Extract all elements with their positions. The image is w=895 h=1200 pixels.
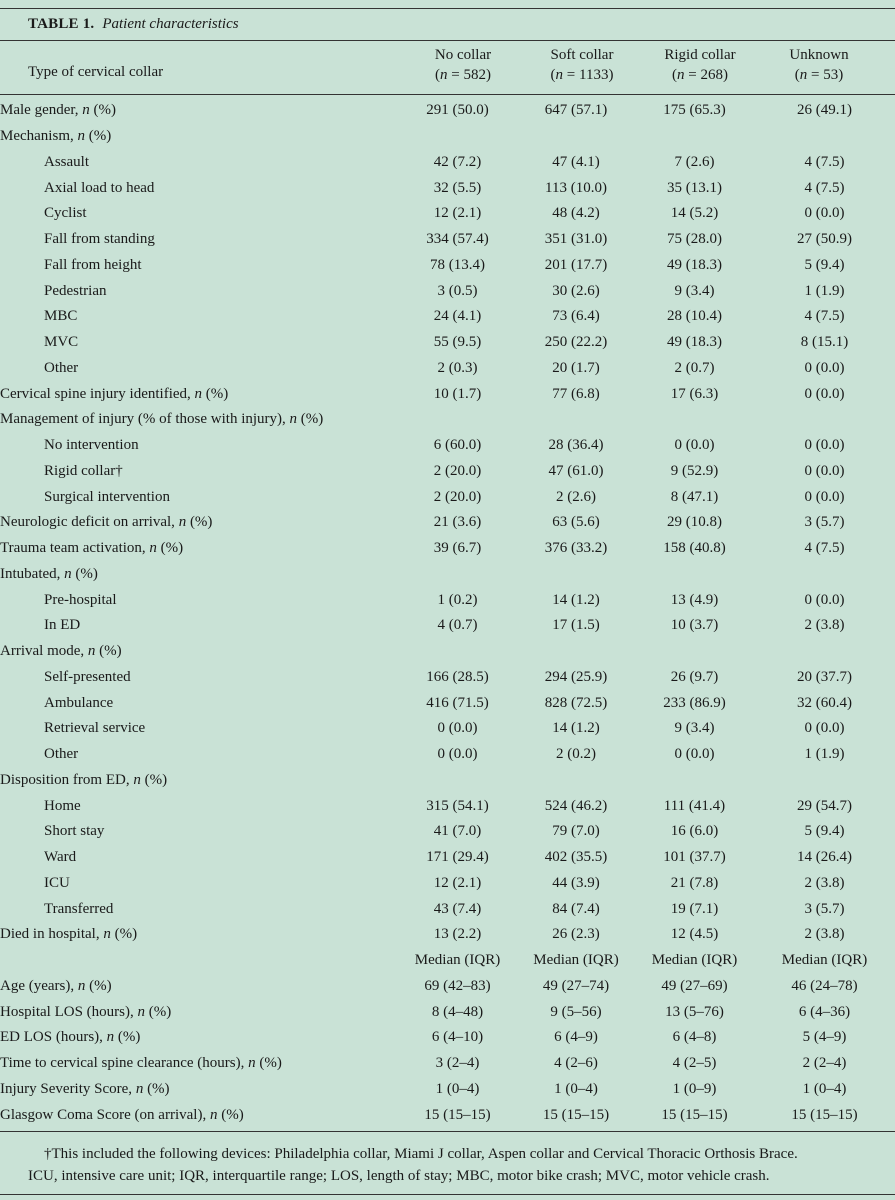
table-row [0, 948, 895, 974]
table-row [0, 871, 895, 897]
table-caption: Patient characteristics [102, 16, 239, 32]
cell-value: 6 (60.0) [433, 437, 482, 454]
cell-value: 21 (3.6) [433, 514, 482, 531]
cell-value: 0 (0.0) [437, 746, 478, 763]
table-row [0, 381, 895, 407]
row-label: MVC [44, 334, 79, 351]
cell-value: 9 (5–56) [550, 1003, 602, 1020]
table-row [0, 768, 895, 794]
cell-value: 2 (3.8) [804, 617, 845, 634]
cell-value: 15 (15–15) [424, 1106, 491, 1123]
cell-value: 17 (1.5) [552, 617, 600, 634]
cell-value [754, 407, 895, 433]
cell-value: 49 (18.3) [667, 256, 722, 273]
footer-rule [0, 1131, 895, 1132]
row-label: Other [44, 746, 79, 763]
row-label: Disposition from ED, n (%) [0, 771, 168, 788]
cell-value: Median (IQR) [414, 952, 501, 969]
table-row [0, 793, 895, 819]
cell-value [517, 124, 635, 150]
cell-value: 111 (41.4) [663, 797, 726, 814]
top-rule [0, 8, 895, 9]
table-row [0, 665, 895, 691]
cell-value: 0 (0.0) [804, 205, 845, 222]
cell-value: 113 (10.0) [545, 179, 607, 196]
row-label: Trauma team activation, n (%) [0, 540, 184, 557]
cell-value: 14 (26.4) [797, 849, 852, 866]
cell-value [517, 639, 635, 665]
cell-value: 79 (7.0) [552, 823, 600, 840]
cell-value: 7 (2.6) [674, 153, 715, 170]
cell-value: 20 (37.7) [797, 668, 852, 685]
cell-value: 14 (1.2) [552, 591, 600, 608]
row-label: Male gender, n (%) [0, 102, 117, 119]
cell-value: 9 (3.4) [674, 720, 715, 737]
row-label: Fall from standing [44, 231, 155, 248]
table-row [0, 356, 895, 382]
row-label: Hospital LOS (hours), n (%) [0, 1003, 172, 1020]
cell-value: 49 (27–74) [542, 977, 610, 994]
row-label: Retrieval service [44, 720, 146, 737]
data-table [0, 98, 895, 1128]
cell-value: 4 (2–6) [554, 1055, 598, 1072]
cell-value: 0 (0.0) [804, 591, 845, 608]
table-title [28, 16, 239, 33]
cell-value: 2 (0.2) [556, 746, 596, 763]
cell-value: 26 (2.3) [552, 926, 600, 943]
cell-value: 3 (5.7) [804, 514, 845, 531]
cell-value: 49 (18.3) [667, 334, 722, 351]
row-label: ICU [44, 874, 70, 891]
cell-value: 2 (20.0) [433, 488, 482, 505]
cell-value: 0 (0.0) [804, 488, 845, 505]
row-label: No intervention [44, 437, 139, 454]
cell-value: 39 (6.7) [433, 540, 482, 557]
cell-value: 32 (5.5) [433, 179, 482, 196]
cell-value: 16 (6.0) [670, 823, 719, 840]
cell-value: 5 (9.4) [804, 823, 845, 840]
cell-value: 30 (2.6) [552, 282, 600, 299]
cell-value: 3 (0.5) [437, 282, 478, 299]
cell-value: 233 (86.9) [663, 694, 726, 711]
row-label: Age (years), n (%) [0, 977, 112, 994]
cell-value: 12 (2.1) [433, 874, 482, 891]
row-label: Intubated, n (%) [0, 565, 98, 582]
cell-value: 13 (5–76) [665, 1003, 724, 1020]
cell-value: 4 (0.7) [437, 617, 478, 634]
row-label: In ED [44, 617, 81, 634]
table-row [0, 175, 895, 201]
row-label: Axial load to head [44, 179, 155, 196]
cell-value: 29 (54.7) [797, 797, 852, 814]
cell-value: 2 (2–4) [802, 1055, 847, 1072]
cell-value: 77 (6.8) [552, 385, 600, 402]
cell-value: 828 (72.5) [544, 694, 608, 711]
table-row [0, 150, 895, 176]
cell-value: 2 (3.8) [804, 926, 845, 943]
cell-value [754, 639, 895, 665]
cell-value: 647 (57.1) [544, 102, 608, 119]
table-body [0, 98, 895, 1128]
table-row [0, 716, 895, 742]
cell-value: 20 (1.7) [552, 359, 600, 376]
cell-value: 9 (52.9) [670, 462, 719, 479]
cell-value: 32 (60.4) [797, 694, 852, 711]
cell-value: 78 (13.4) [430, 256, 485, 273]
cell-value: 3 (2–4) [435, 1055, 480, 1072]
table-row [0, 690, 895, 716]
cell-value: 1 (1.9) [804, 282, 845, 299]
cell-value: 26 (49.1) [797, 102, 852, 119]
table-row [0, 742, 895, 768]
column-name: Rigid collar [664, 47, 736, 63]
row-label: Injury Severity Score, n (%) [0, 1080, 170, 1097]
row-label: Ambulance [44, 694, 114, 711]
table-row [0, 1077, 895, 1103]
cell-value: 84 (7.4) [552, 900, 600, 917]
cell-value [398, 562, 517, 588]
cell-value: 6 (4–10) [431, 1029, 484, 1046]
cell-value: 376 (33.2) [544, 540, 608, 557]
row-label: ED LOS (hours), n (%) [0, 1029, 141, 1046]
cell-value: 35 (13.1) [667, 179, 722, 196]
cell-value [398, 639, 517, 665]
cell-value: 5 (4–9) [802, 1029, 847, 1046]
row-label: Time to cervical spine clearance (hours), n (%) [0, 1055, 282, 1072]
cell-value: 2 (2.6) [556, 488, 596, 505]
cell-value: 19 (7.1) [670, 900, 719, 917]
cell-value: 294 (25.9) [544, 668, 608, 685]
bottom-rule [0, 1194, 895, 1195]
row-label: Assault [44, 153, 89, 170]
cell-value [754, 562, 895, 588]
row-label [0, 948, 398, 974]
cell-value [635, 124, 754, 150]
table-row [0, 536, 895, 562]
table-row [0, 587, 895, 613]
table-row [0, 1025, 895, 1051]
cell-value: 8 (47.1) [670, 488, 719, 505]
column-header-no-collar [398, 45, 528, 85]
table-row [0, 896, 895, 922]
table-row [0, 613, 895, 639]
cell-value: 4 (7.5) [804, 540, 845, 557]
cell-value: 2 (0.7) [674, 359, 715, 376]
cell-value: 14 (1.2) [552, 720, 600, 737]
row-label: Arrival mode, n (%) [0, 643, 122, 660]
table-row [0, 253, 895, 279]
cell-value: 41 (7.0) [433, 823, 482, 840]
cell-value: 8 (4–48) [431, 1003, 484, 1020]
cell-value: 2 (0.3) [437, 359, 478, 376]
cell-value: 4 (7.5) [804, 153, 845, 170]
row-label: Rigid collar† [44, 462, 123, 479]
cell-value: 8 (15.1) [800, 334, 849, 351]
table-row [0, 639, 895, 665]
table-row [0, 1051, 895, 1077]
cell-value: 524 (46.2) [544, 797, 608, 814]
cell-value: 2 (3.8) [804, 874, 845, 891]
cell-value [517, 407, 635, 433]
row-header-label: Type of cervical collar [28, 64, 164, 80]
cell-value: 13 (4.9) [670, 591, 719, 608]
caption-rule [0, 40, 895, 41]
cell-value [754, 124, 895, 150]
cell-value [754, 768, 895, 794]
row-label: Short stay [44, 823, 105, 840]
cell-value: 0 (0.0) [437, 720, 478, 737]
cell-value: 21 (7.8) [670, 874, 719, 891]
row-label: Self-presented [44, 668, 131, 685]
cell-value: 1 (0–4) [554, 1080, 598, 1097]
column-header-soft-collar [517, 45, 647, 85]
column-count: (n = 1133) [550, 67, 614, 83]
cell-value: 43 (7.4) [433, 900, 482, 917]
column-count: (n = 53) [794, 67, 844, 83]
table-row [0, 304, 895, 330]
cell-value: 101 (37.7) [663, 849, 726, 866]
cell-value: 6 (4–8) [672, 1029, 717, 1046]
table-row [0, 98, 895, 124]
cell-value: 15 (15–15) [661, 1106, 728, 1123]
cell-value: 10 (3.7) [670, 617, 719, 634]
cell-value: 250 (22.2) [544, 334, 608, 351]
row-label: Home [44, 797, 81, 814]
column-count: (n = 268) [672, 67, 728, 83]
cell-value: 171 (29.4) [426, 849, 489, 866]
cell-value: 28 (36.4) [548, 437, 604, 454]
cell-value [398, 768, 517, 794]
table-row [0, 510, 895, 536]
table-row [0, 484, 895, 510]
row-label: Pre-hospital [44, 591, 117, 608]
table-row [0, 278, 895, 304]
column-header-rigid-collar [635, 45, 765, 85]
cell-value: 166 (28.5) [426, 668, 489, 685]
cell-value: 26 (9.7) [670, 668, 719, 685]
cell-value: 315 (54.1) [426, 797, 489, 814]
row-label: Surgical intervention [44, 488, 170, 505]
cell-value: 13 (2.2) [433, 926, 482, 943]
row-label: MBC [44, 308, 78, 325]
cell-value: 351 (31.0) [544, 231, 608, 248]
cell-value: 63 (5.6) [552, 514, 600, 531]
cell-value: 402 (35.5) [544, 849, 608, 866]
cell-value: 47 (61.0) [548, 462, 604, 479]
cell-value: 2 (20.0) [433, 462, 482, 479]
cell-value [398, 407, 517, 433]
column-name: Unknown [789, 47, 849, 63]
column-name: No collar [434, 47, 492, 63]
row-label: Other [44, 359, 79, 376]
cell-value [517, 562, 635, 588]
cell-value: 17 (6.3) [670, 385, 719, 402]
cell-value: 12 (2.1) [433, 205, 482, 222]
table-row [0, 562, 895, 588]
cell-value: 15 (15–15) [542, 1106, 610, 1123]
cell-value: 15 (15–15) [791, 1106, 858, 1123]
cell-value: 291 (50.0) [426, 102, 489, 119]
cell-value: 27 (50.9) [797, 231, 852, 248]
footnote-devices: †This included the following devices: Philadelphia collar, Miami J collar, Aspen collar and Cervical Thoracic Orthosis Brace. [44, 1146, 798, 1162]
cell-value: 334 (57.4) [426, 231, 489, 248]
table-row [0, 330, 895, 356]
cell-value: 158 (40.8) [663, 540, 726, 557]
row-label: Neurologic deficit on arrival, n (%) [0, 514, 213, 531]
row-label: Cyclist [44, 205, 87, 222]
cell-value: 9 (3.4) [674, 282, 715, 299]
cell-value [398, 124, 517, 150]
cell-value: 46 (24–78) [791, 977, 858, 994]
cell-value: Median (IQR) [781, 952, 868, 969]
cell-value: 0 (0.0) [804, 385, 845, 402]
cell-value: 1 (0–4) [435, 1080, 480, 1097]
cell-value: 49 (27–69) [661, 977, 728, 994]
table-row [0, 124, 895, 150]
cell-value: 12 (4.5) [670, 926, 719, 943]
column-header-unknown [754, 45, 884, 85]
table-row [0, 227, 895, 253]
cell-value: Median (IQR) [651, 952, 738, 969]
cell-value: 0 (0.0) [804, 437, 845, 454]
cell-value: 14 (5.2) [670, 205, 719, 222]
cell-value: 5 (9.4) [804, 256, 845, 273]
cell-value: 1 (0–4) [802, 1080, 847, 1097]
cell-value: 4 (2–5) [672, 1055, 717, 1072]
cell-value: 201 (17.7) [544, 256, 608, 273]
cell-value: 55 (9.5) [433, 334, 482, 351]
cell-value: 10 (1.7) [433, 385, 482, 402]
cell-value: 1 (0–9) [672, 1080, 717, 1097]
table-row [0, 845, 895, 871]
footnote-abbreviations: ICU, intensive care unit; IQR, interquartile range; LOS, length of stay; MBC, motor bike crash; MVC, motor vehicle crash. [28, 1168, 770, 1184]
cell-value: 175 (65.3) [663, 102, 726, 119]
column-count: (n = 582) [435, 67, 491, 83]
cell-value [635, 407, 754, 433]
cell-value: 3 (5.7) [804, 900, 845, 917]
table-row [0, 201, 895, 227]
table-number: TABLE 1. [28, 16, 95, 32]
cell-value: 4 (7.5) [804, 179, 845, 196]
table-row [0, 974, 895, 1000]
table-row [0, 999, 895, 1025]
cell-value: 416 (71.5) [426, 694, 489, 711]
cell-value: 44 (3.9) [552, 874, 600, 891]
cell-value: 69 (42–83) [424, 977, 491, 994]
column-name: Soft collar [550, 47, 614, 63]
cell-value: 28 (10.4) [667, 308, 722, 325]
table-row [0, 433, 895, 459]
cell-value: 24 (4.1) [433, 308, 482, 325]
cell-value: 42 (7.2) [433, 153, 482, 170]
cell-value: 29 (10.8) [667, 514, 722, 531]
table-row [0, 459, 895, 485]
cell-value: 0 (0.0) [674, 437, 715, 454]
table-row [0, 819, 895, 845]
cell-value [517, 768, 635, 794]
cell-value: 0 (0.0) [804, 359, 845, 376]
row-label: Ward [44, 849, 77, 866]
cell-value: 0 (0.0) [804, 720, 845, 737]
cell-value: 4 (7.5) [804, 308, 845, 325]
row-label: Died in hospital, n (%) [0, 926, 138, 943]
row-label: Glasgow Coma Score (on arrival), n (%) [0, 1106, 244, 1123]
table-row [0, 922, 895, 948]
footnotes [28, 1143, 878, 1187]
cell-value: 73 (6.4) [552, 308, 600, 325]
cell-value [635, 768, 754, 794]
cell-value: 75 (28.0) [667, 231, 722, 248]
row-label: Management of injury (% of those with injury), n (%) [0, 411, 324, 428]
row-label: Pedestrian [44, 282, 107, 299]
cell-value: 1 (1.9) [804, 746, 845, 763]
cell-value: 1 (0.2) [437, 591, 478, 608]
row-label: Transferred [44, 900, 114, 917]
cell-value: Median (IQR) [533, 952, 619, 969]
cell-value: 0 (0.0) [674, 746, 715, 763]
row-label: Fall from height [44, 256, 142, 273]
cell-value: 6 (4–9) [554, 1029, 598, 1046]
cell-value [635, 639, 754, 665]
header-rule [0, 94, 895, 95]
row-label: Cervical spine injury identified, n (%) [0, 385, 229, 402]
cell-value [635, 562, 754, 588]
table-row [0, 407, 895, 433]
table-row [0, 1102, 895, 1128]
cell-value: 0 (0.0) [804, 462, 845, 479]
row-label: Mechanism, n (%) [0, 128, 112, 145]
cell-value: 6 (4–36) [798, 1003, 851, 1020]
cell-value: 47 (4.1) [552, 153, 600, 170]
cell-value: 48 (4.2) [552, 205, 600, 222]
